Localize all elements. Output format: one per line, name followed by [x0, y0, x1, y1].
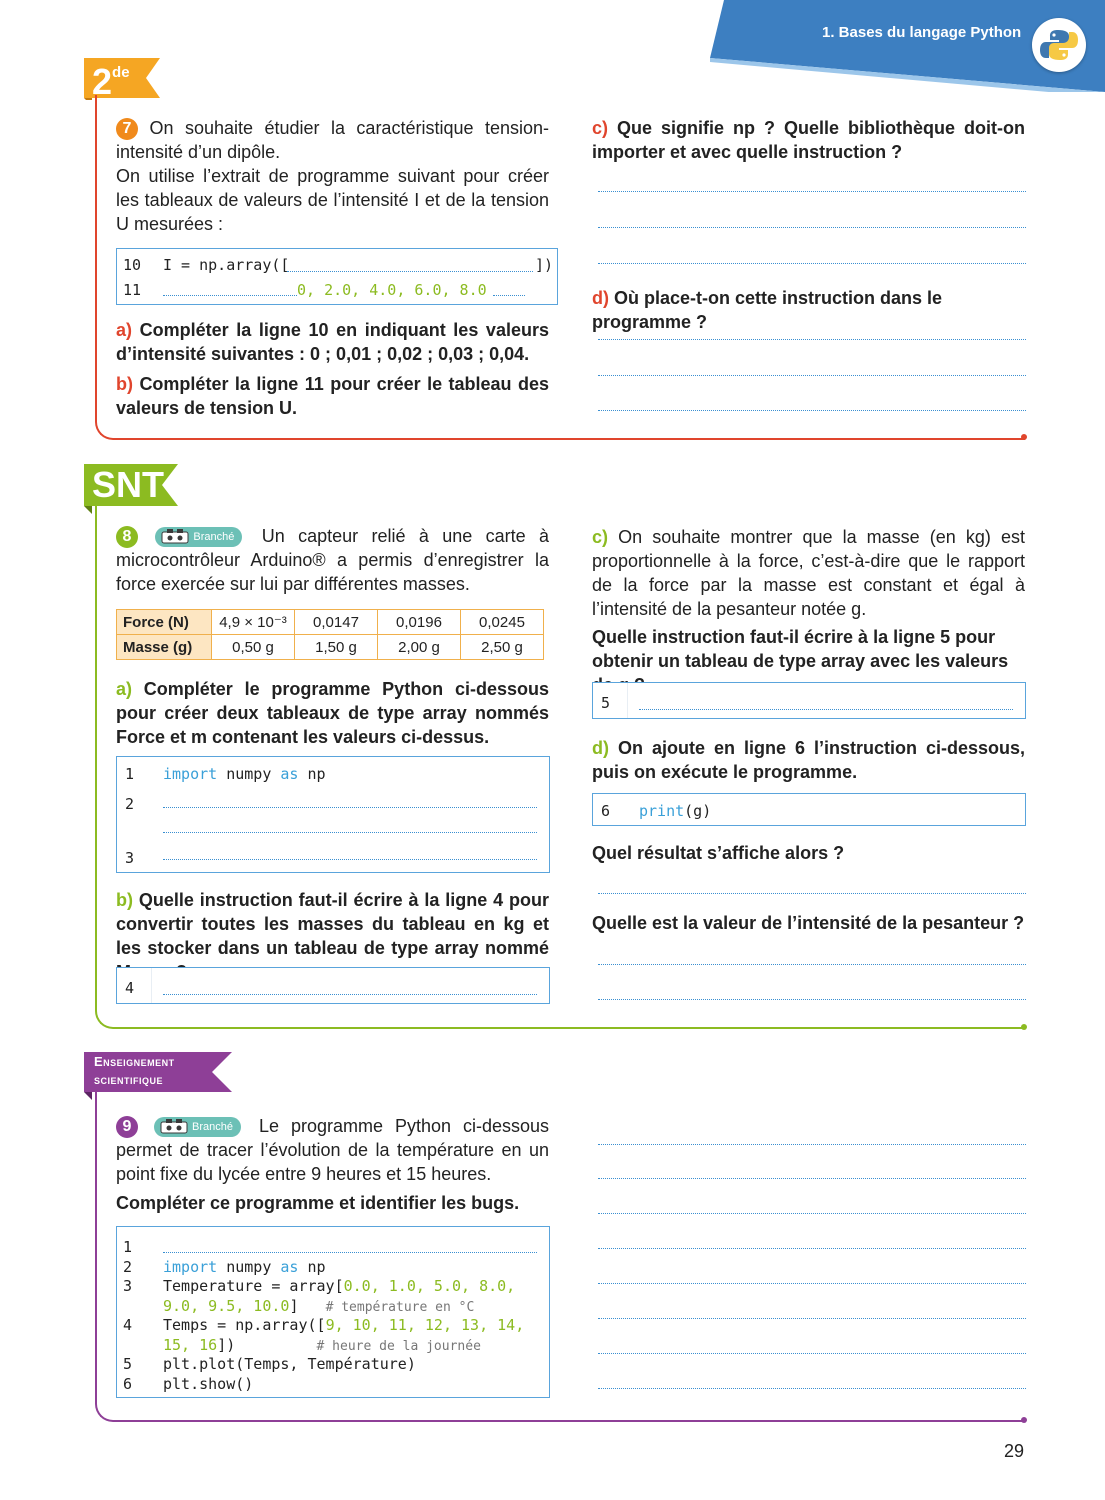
ex8-frame-end-dot	[1021, 1024, 1027, 1030]
ex8-question-g: Quelle est la valeur de l’intensité de la pesanteur ?	[592, 913, 1025, 933]
line-number: 2	[125, 795, 135, 813]
chapter-title: 1. Bases du langage Python	[822, 24, 1022, 41]
table-cell: 2,00 g	[378, 635, 461, 660]
table-cell: 1,50 g	[295, 635, 378, 660]
code-line-1	[163, 765, 326, 783]
fill-blank-line-5[interactable]	[639, 695, 1013, 710]
answer-line[interactable]	[598, 1248, 1026, 1249]
ex8-question-result: Quel résultat s’affiche alors ?	[592, 843, 845, 863]
level-number: 2	[92, 61, 113, 102]
code-line-4	[163, 1316, 524, 1334]
question-label: d)	[592, 288, 609, 308]
answer-line[interactable]	[598, 410, 1026, 411]
code-line-6: plt.show()	[163, 1375, 254, 1393]
fill-blank-line-1[interactable]	[163, 1239, 537, 1253]
code-text: (g)	[684, 802, 712, 820]
answer-line[interactable]	[598, 1283, 1026, 1284]
code-text: np	[298, 765, 326, 783]
question-label: b)	[116, 890, 133, 910]
fill-blank-line-3[interactable]	[163, 845, 537, 860]
code-line-3	[163, 1277, 515, 1295]
page-number: 29	[1004, 1441, 1025, 1461]
table-row	[117, 610, 544, 635]
code-values: 9.0, 9.5, 10.0	[163, 1297, 290, 1315]
answer-line[interactable]	[598, 227, 1026, 228]
code-text: np	[298, 1258, 326, 1276]
ex9-code-box	[116, 1226, 550, 1398]
arduino-board-icon	[161, 529, 189, 545]
code-values: 0.0, 1.0, 5.0, 8.0,	[343, 1277, 516, 1295]
question-label: d)	[592, 738, 609, 758]
code-line-6	[639, 802, 711, 820]
ex7-question-c	[592, 116, 1025, 164]
code-line-11-values: 0, 2.0, 4.0, 6.0, 8.0	[297, 281, 487, 299]
line-number: 5	[601, 694, 611, 712]
line-number: 2	[123, 1258, 133, 1276]
gutter-divider	[151, 968, 152, 1003]
fill-blank-line-2[interactable]	[163, 793, 537, 808]
code-values: 15, 16	[163, 1336, 218, 1354]
question-text: Où place-t-on cette instruction dans le programme ?	[592, 288, 943, 332]
tag-line-2: scientifique	[94, 1072, 164, 1087]
ex8-code-box-d	[592, 793, 1026, 826]
badge-label: Branché	[191, 1121, 233, 1134]
python-logo-icon	[1032, 18, 1086, 72]
fill-blank-line-11[interactable]	[163, 281, 297, 296]
answer-line[interactable]	[598, 191, 1026, 192]
snt-tag-label: SNT	[92, 464, 164, 505]
line-number: 11	[123, 281, 142, 299]
ex9-task: Compléter ce programme et identifier les bugs.	[116, 1193, 520, 1213]
question-label: b)	[116, 374, 133, 394]
code-line-10: I = np.array([	[163, 256, 290, 274]
ex9-frame-end-dot	[1021, 1417, 1027, 1423]
ex7-question-b	[116, 372, 549, 420]
answer-line[interactable]	[598, 1144, 1026, 1145]
code-comment: # température en °C	[325, 1300, 475, 1315]
table-row	[117, 635, 544, 660]
line-number: 10	[123, 256, 142, 274]
table-header: Masse (g)	[117, 635, 212, 660]
ex8-question-a	[116, 677, 549, 749]
question-label: c)	[592, 118, 609, 138]
ex8-code-box-b	[116, 967, 550, 1004]
code-text: Temperature = array[	[163, 1277, 344, 1295]
level-suffix: de	[112, 64, 130, 81]
table-cell: 0,0196	[378, 610, 461, 635]
line-number: 5	[123, 1355, 133, 1373]
question-text: On ajoute en ligne 6 l’instruction ci-dessous, puis on exécute le programme.	[592, 738, 1025, 782]
code-text: ])	[217, 1336, 236, 1354]
code-text: Temps = np.array([	[163, 1316, 326, 1334]
chapter-header	[710, 0, 1105, 92]
ex9-intro	[116, 1114, 549, 1186]
question-label: a)	[116, 320, 133, 340]
ex7-question-a	[116, 318, 549, 366]
dotted-tail	[493, 281, 525, 296]
ex7-intro-p1: On souhaite étudier la caractéristique tension-intensité d’un dipôle.	[116, 118, 549, 163]
keyword: import	[163, 1258, 218, 1276]
answer-line[interactable]	[598, 1318, 1026, 1319]
code-comment: # heure de la journée	[316, 1339, 481, 1354]
table-cell: 4,9 × 10⁻³	[212, 610, 295, 635]
badge-label: Branché	[193, 531, 235, 544]
line-number: 3	[125, 849, 135, 867]
ex7-frame-end-dot	[1021, 434, 1027, 440]
arduino-board-icon	[160, 1119, 188, 1135]
answer-line[interactable]	[598, 1353, 1026, 1354]
fill-blank-line-4[interactable]	[163, 980, 537, 995]
question-text: Compléter la ligne 10 en indiquant les valeurs d’intensité suivantes : 0 ; 0,01 ; 0,02 ; 0,03 ; 0,04.	[116, 320, 549, 364]
keyword: as	[280, 765, 299, 783]
ex8-question-d	[592, 736, 1025, 784]
answer-line[interactable]	[598, 263, 1026, 264]
line-number: 1	[125, 765, 135, 783]
code-line-10-end: ])	[535, 256, 554, 274]
answer-line[interactable]	[598, 1213, 1026, 1214]
ex9-intro-text: Le programme Python ci-dessous permet de tracer l’évolution de la température en un point fixe du lycée entre 9 heures et 15 heures.	[116, 1116, 549, 1185]
answer-line[interactable]	[598, 1388, 1026, 1389]
ex8-code-box-a	[116, 756, 550, 873]
line-number: 3	[123, 1277, 133, 1295]
fill-blank-line-2b[interactable]	[163, 818, 537, 833]
question-text: Que signifie np ? Quelle bibliothèque doit-on importer et avec quelle instruction ?	[592, 118, 1025, 162]
ex7-intro	[116, 116, 549, 236]
line-number: 4	[123, 1316, 133, 1334]
force-mass-table	[116, 609, 544, 660]
question-text: On souhaite montrer que la masse (en kg) est proportionnelle à la force, c’est-à-dire que le rapport de la force par la masse est constant et égal à l’intensité de la pesanteur notée g.	[592, 527, 1025, 619]
code-line-2	[163, 1258, 326, 1276]
question-text: Compléter le programme Python ci-dessous pour créer deux tableaux de type array nommés Force et m contenant les valeurs ci-dessus.	[116, 679, 549, 747]
ex7-code-box	[116, 248, 558, 305]
ex8-intro	[116, 524, 549, 596]
keyword: import	[163, 765, 218, 783]
keyword: as	[280, 1258, 299, 1276]
table-header: Force (N)	[117, 610, 212, 635]
line-number: 4	[125, 979, 135, 997]
line-number: 6	[123, 1375, 133, 1393]
table-cell: 0,0147	[295, 610, 378, 635]
exercise-number-7: 7	[116, 118, 138, 140]
code-line-4-cont	[163, 1336, 481, 1354]
ex7-question-d	[592, 286, 1032, 334]
question-text: Quelle instruction faut-il écrire à la ligne 4 pour convertir toutes les masses du tableau en kg et les stocker dans un tableau de type array nommé	[116, 890, 549, 958]
code-line-3-cont	[163, 1297, 474, 1315]
code-values: 9, 10, 11, 12, 13, 14,	[325, 1316, 525, 1334]
ex8-code-box-c	[592, 682, 1026, 719]
branche-badge	[155, 527, 242, 547]
fill-blank-line-10[interactable]	[287, 257, 533, 272]
code-line-5: plt.plot(Temps, Température)	[163, 1355, 416, 1373]
keyword: print	[639, 802, 685, 820]
code-text: ]	[289, 1297, 299, 1315]
exercise-number-8: 8	[116, 526, 138, 548]
level-tag-2de	[84, 56, 164, 100]
line-number: 6	[601, 802, 611, 820]
exercise-number-9: 9	[116, 1116, 138, 1138]
branche-badge	[154, 1117, 241, 1137]
answer-line[interactable]	[598, 999, 1026, 1000]
ex7-intro-p2: On utilise l’extrait de programme suivant pour créer les tableaux de valeurs de l’intensité I et de la tension U mesurées :	[116, 166, 549, 235]
ex8-question-c	[592, 525, 1025, 621]
gutter-divider	[627, 683, 628, 718]
question-text: Compléter la ligne 11 pour créer le tableau des valeurs de tension U.	[116, 374, 549, 418]
code-text: numpy	[217, 1258, 281, 1276]
question-label: a)	[116, 679, 133, 699]
answer-line[interactable]	[598, 1178, 1026, 1179]
question-label: c)	[592, 527, 609, 547]
table-cell: 0,50 g	[212, 635, 295, 660]
answer-line[interactable]	[598, 375, 1026, 376]
table-cell: 0,0245	[461, 610, 544, 635]
answer-line[interactable]	[598, 893, 1026, 894]
code-text: numpy	[217, 765, 281, 783]
answer-line[interactable]	[598, 339, 1026, 340]
tag-line-1: Enseignement	[94, 1054, 175, 1069]
line-number: 1	[123, 1238, 133, 1256]
ex8-question-c-instruction: Quelle instruction faut-il écrire à la ligne 5 pour obtenir un tableau de type array avec les valeurs	[592, 627, 1009, 671]
enseignement-scientifique-tag	[84, 1050, 234, 1094]
ex8-intro-text: Un capteur relié à une carte à microcontrôleur Arduino® a permis d’enregistrer la force exercée sur lui par différentes masses.	[116, 526, 549, 595]
table-cell: 2,50 g	[461, 635, 544, 660]
answer-line[interactable]	[598, 964, 1026, 965]
